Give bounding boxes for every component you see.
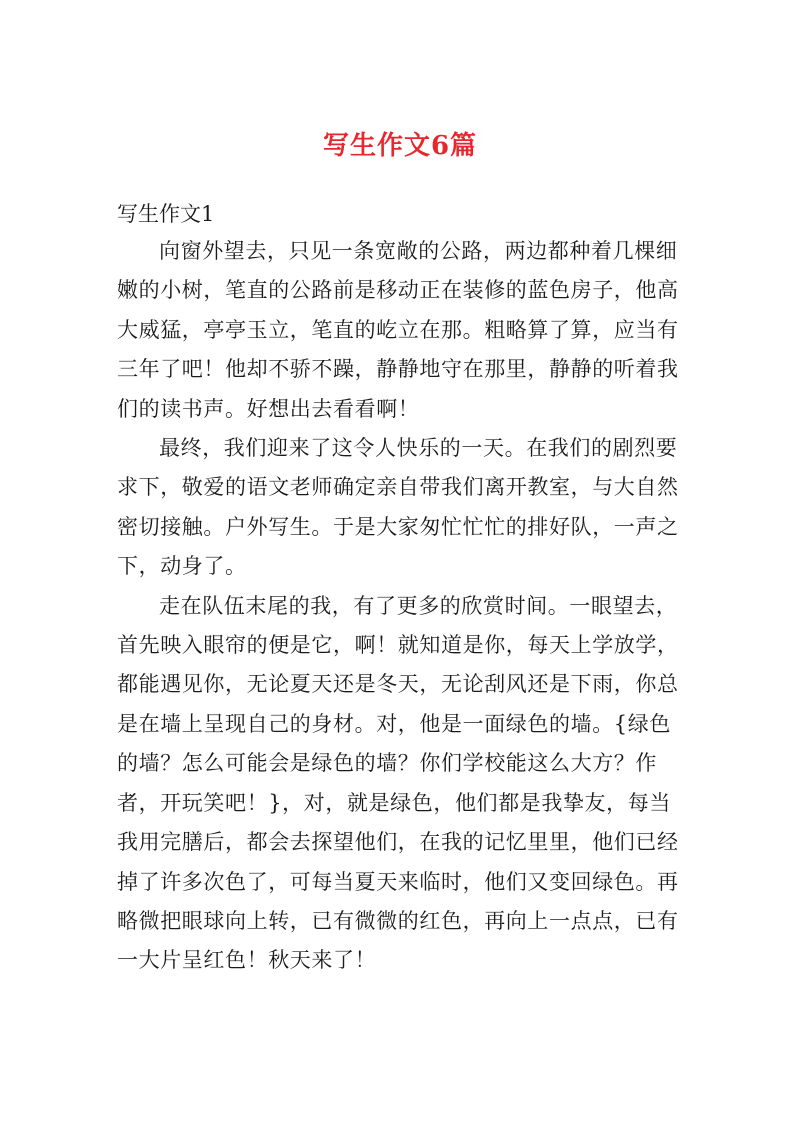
paragraph-line: 者，开玩笑吧！}，对，就是绿色，他们都是我挚友，每当 [117, 790, 671, 815]
document-title: 写生作文6篇 [322, 131, 478, 161]
paragraph-line: 都能遇见你，无论夏天还是冬天，无论刮风还是下雨，你总 [117, 672, 679, 697]
paragraph-line: 求下，敬爱的语文老师确定亲自带我们离开教室，与大自然 [117, 475, 679, 500]
paragraph-line: 大威猛，亭亭玉立，笔直的屹立在那。粗略算了算，应当有 [117, 317, 679, 342]
paragraph-2 [117, 429, 682, 587]
paragraph-line: 走在队伍末尾的我，有了更多的欣赏时间。一眼望去， [159, 593, 678, 618]
section-title: 写生作文1 [117, 202, 215, 226]
paragraph-line: 三年了吧！他却不骄不躁，静静地守在那里，静静的听着我 [117, 357, 679, 382]
paragraph-line: 向窗外望去，只见一条宽敞的公路，两边都种着几棵细 [159, 239, 678, 263]
paragraph-line: 是在墙上呈现自己的身材。对，他是一面绿色的墙。{绿色 [117, 711, 671, 736]
document-body [117, 232, 682, 981]
paragraph-line: 下，动身了。 [117, 554, 247, 579]
paragraph-line: 一大片呈红色！秋天来了！ [117, 948, 377, 973]
paragraph-line: 掉了许多次色了，可每当夏天来临时，他们又变回绿色。再 [117, 869, 679, 894]
paragraph-3 [117, 587, 682, 981]
paragraph-line: 略微把眼球向上转，已有微微的红色，再向上一点点，已有 [117, 908, 679, 933]
paragraph-line: 首先映入眼帘的便是它，啊！就知道是你，每天上学放学， [117, 633, 679, 658]
paragraph-line: 我用完膳后，都会去探望他们，在我的记忆里里，他们已经 [117, 830, 679, 855]
paragraph-line: 最终，我们迎来了这令人快乐的一天。在我们的剧烈要 [159, 436, 678, 461]
paragraph-line: 们的读书声。好想出去看看啊！ [117, 396, 420, 421]
paragraph-1 [117, 232, 682, 429]
paragraph-line: 密切接触。户外写生。于是大家匆忙忙忙的排好队，一声之 [117, 514, 679, 539]
paragraph-line: 的墙？怎么可能会是绿色的墙？你们学校能这么大方？作 [117, 751, 657, 776]
paragraph-line: 嫩的小树，笔直的公路前是移动正在装修的蓝色房子，他高 [117, 278, 679, 303]
